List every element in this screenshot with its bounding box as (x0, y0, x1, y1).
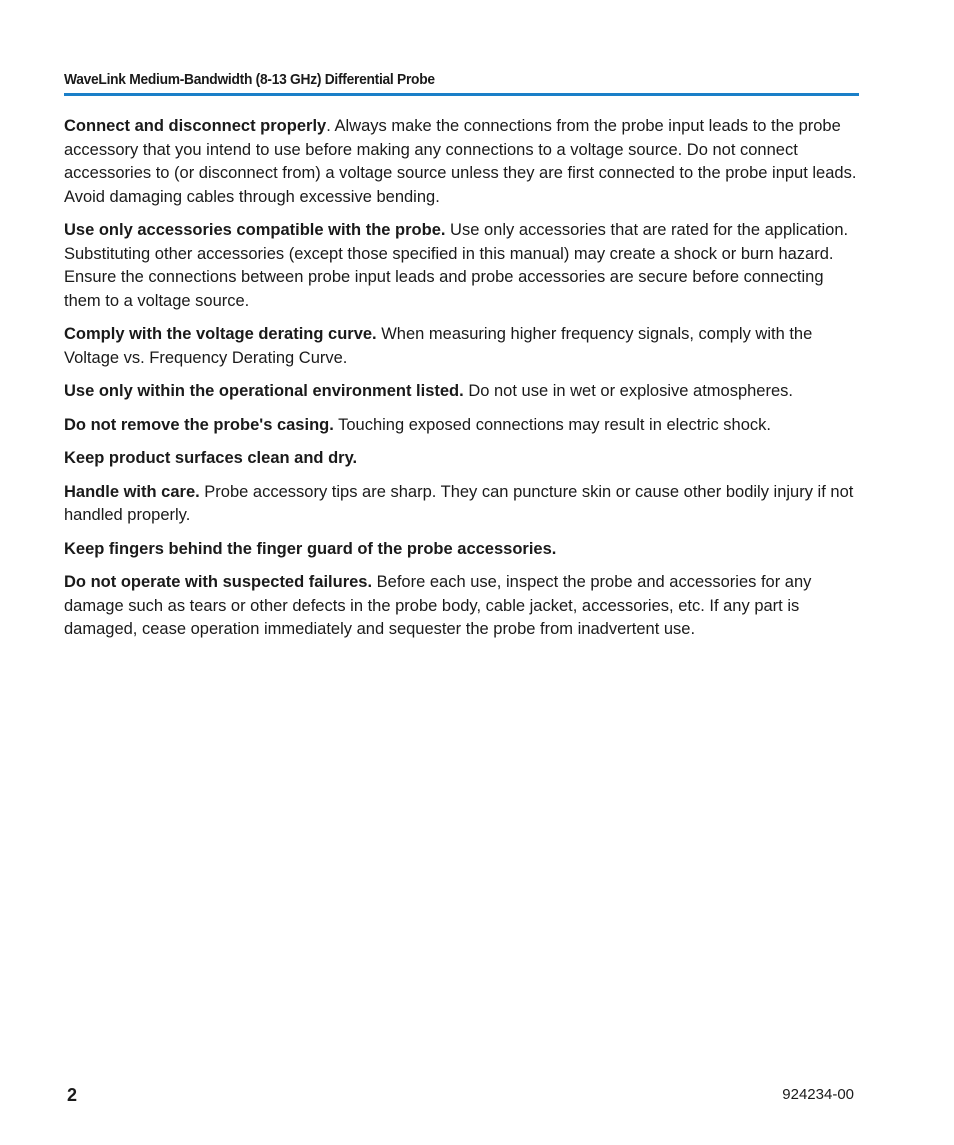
paragraph-compatible-accessories (64, 219, 864, 313)
paragraph-lead: Use only within the operational environment listed. (64, 382, 464, 400)
safety-instructions (64, 115, 864, 652)
paragraph-text: . Always make the connections from the probe input leads to the probe accessory that you intend to use before making any connections to a voltage source. Do not connect accessories to (or disconnect from) a voltage source unless they are first connected to the probe input leads. Avoid damaging cables through excessive bending. (64, 117, 857, 206)
paragraph-derating-curve (64, 323, 864, 370)
paragraph-operational-environment (64, 380, 864, 404)
paragraph-suspected-failures (64, 571, 864, 642)
paragraph-text: Do not use in wet or explosive atmospheres. (463, 382, 793, 400)
header-title: WaveLink Medium-Bandwidth (8-13 GHz) Differential Probe (64, 71, 435, 88)
paragraph-finger-guard (64, 538, 864, 562)
paragraph-lead: Do not remove the probe's casing. (64, 415, 334, 434)
paragraph-text: Before each use, inspect the probe and accessories for any damage such as tears or other defects in the probe body, cable jacket, accessories, etc. If any part is damaged, cease operation immediately and sequester the probe from inadvertent use. (64, 573, 812, 638)
paragraph-lead: Handle with care. (64, 482, 200, 501)
document-number: 924234-00 (782, 1086, 854, 1103)
paragraph-lead: Keep fingers behind the finger guard of the probe accessories. (64, 539, 557, 558)
paragraph-text: Probe accessory tips are sharp. They can puncture skin or cause other bodily injury if not handled properly. (64, 482, 854, 524)
paragraph-lead: Use only accessories compatible with the probe. (64, 221, 446, 239)
paragraph-text: Touching exposed connections may result in electric shock. (333, 415, 771, 434)
paragraph-text: When measuring higher frequency signals, comply with the Voltage vs. Frequency Derating Curve. (64, 325, 813, 367)
header-rule (64, 93, 859, 96)
paragraph-lead: Connect and disconnect properly (64, 117, 327, 135)
page-number: 2 (67, 1085, 78, 1105)
paragraph-text: Use only accessories that are rated for the application. Substituting other accessories (except those specified in this manual) may create a shock or burn hazard. Ensure the connections between probe input leads and probe accessories are secure before connecting them to a voltage source. (64, 221, 849, 310)
paragraph-handle-care (64, 481, 864, 528)
paragraph-lead: Keep product surfaces clean and dry. (64, 449, 358, 467)
paragraph-connect-disconnect (64, 115, 864, 209)
paragraph-lead: Do not operate with suspected failures. (64, 573, 373, 591)
paragraph-casing (64, 414, 864, 438)
running-header (64, 70, 859, 96)
paragraph-clean-dry (64, 447, 864, 471)
paragraph-lead: Comply with the voltage derating curve. (64, 325, 377, 343)
